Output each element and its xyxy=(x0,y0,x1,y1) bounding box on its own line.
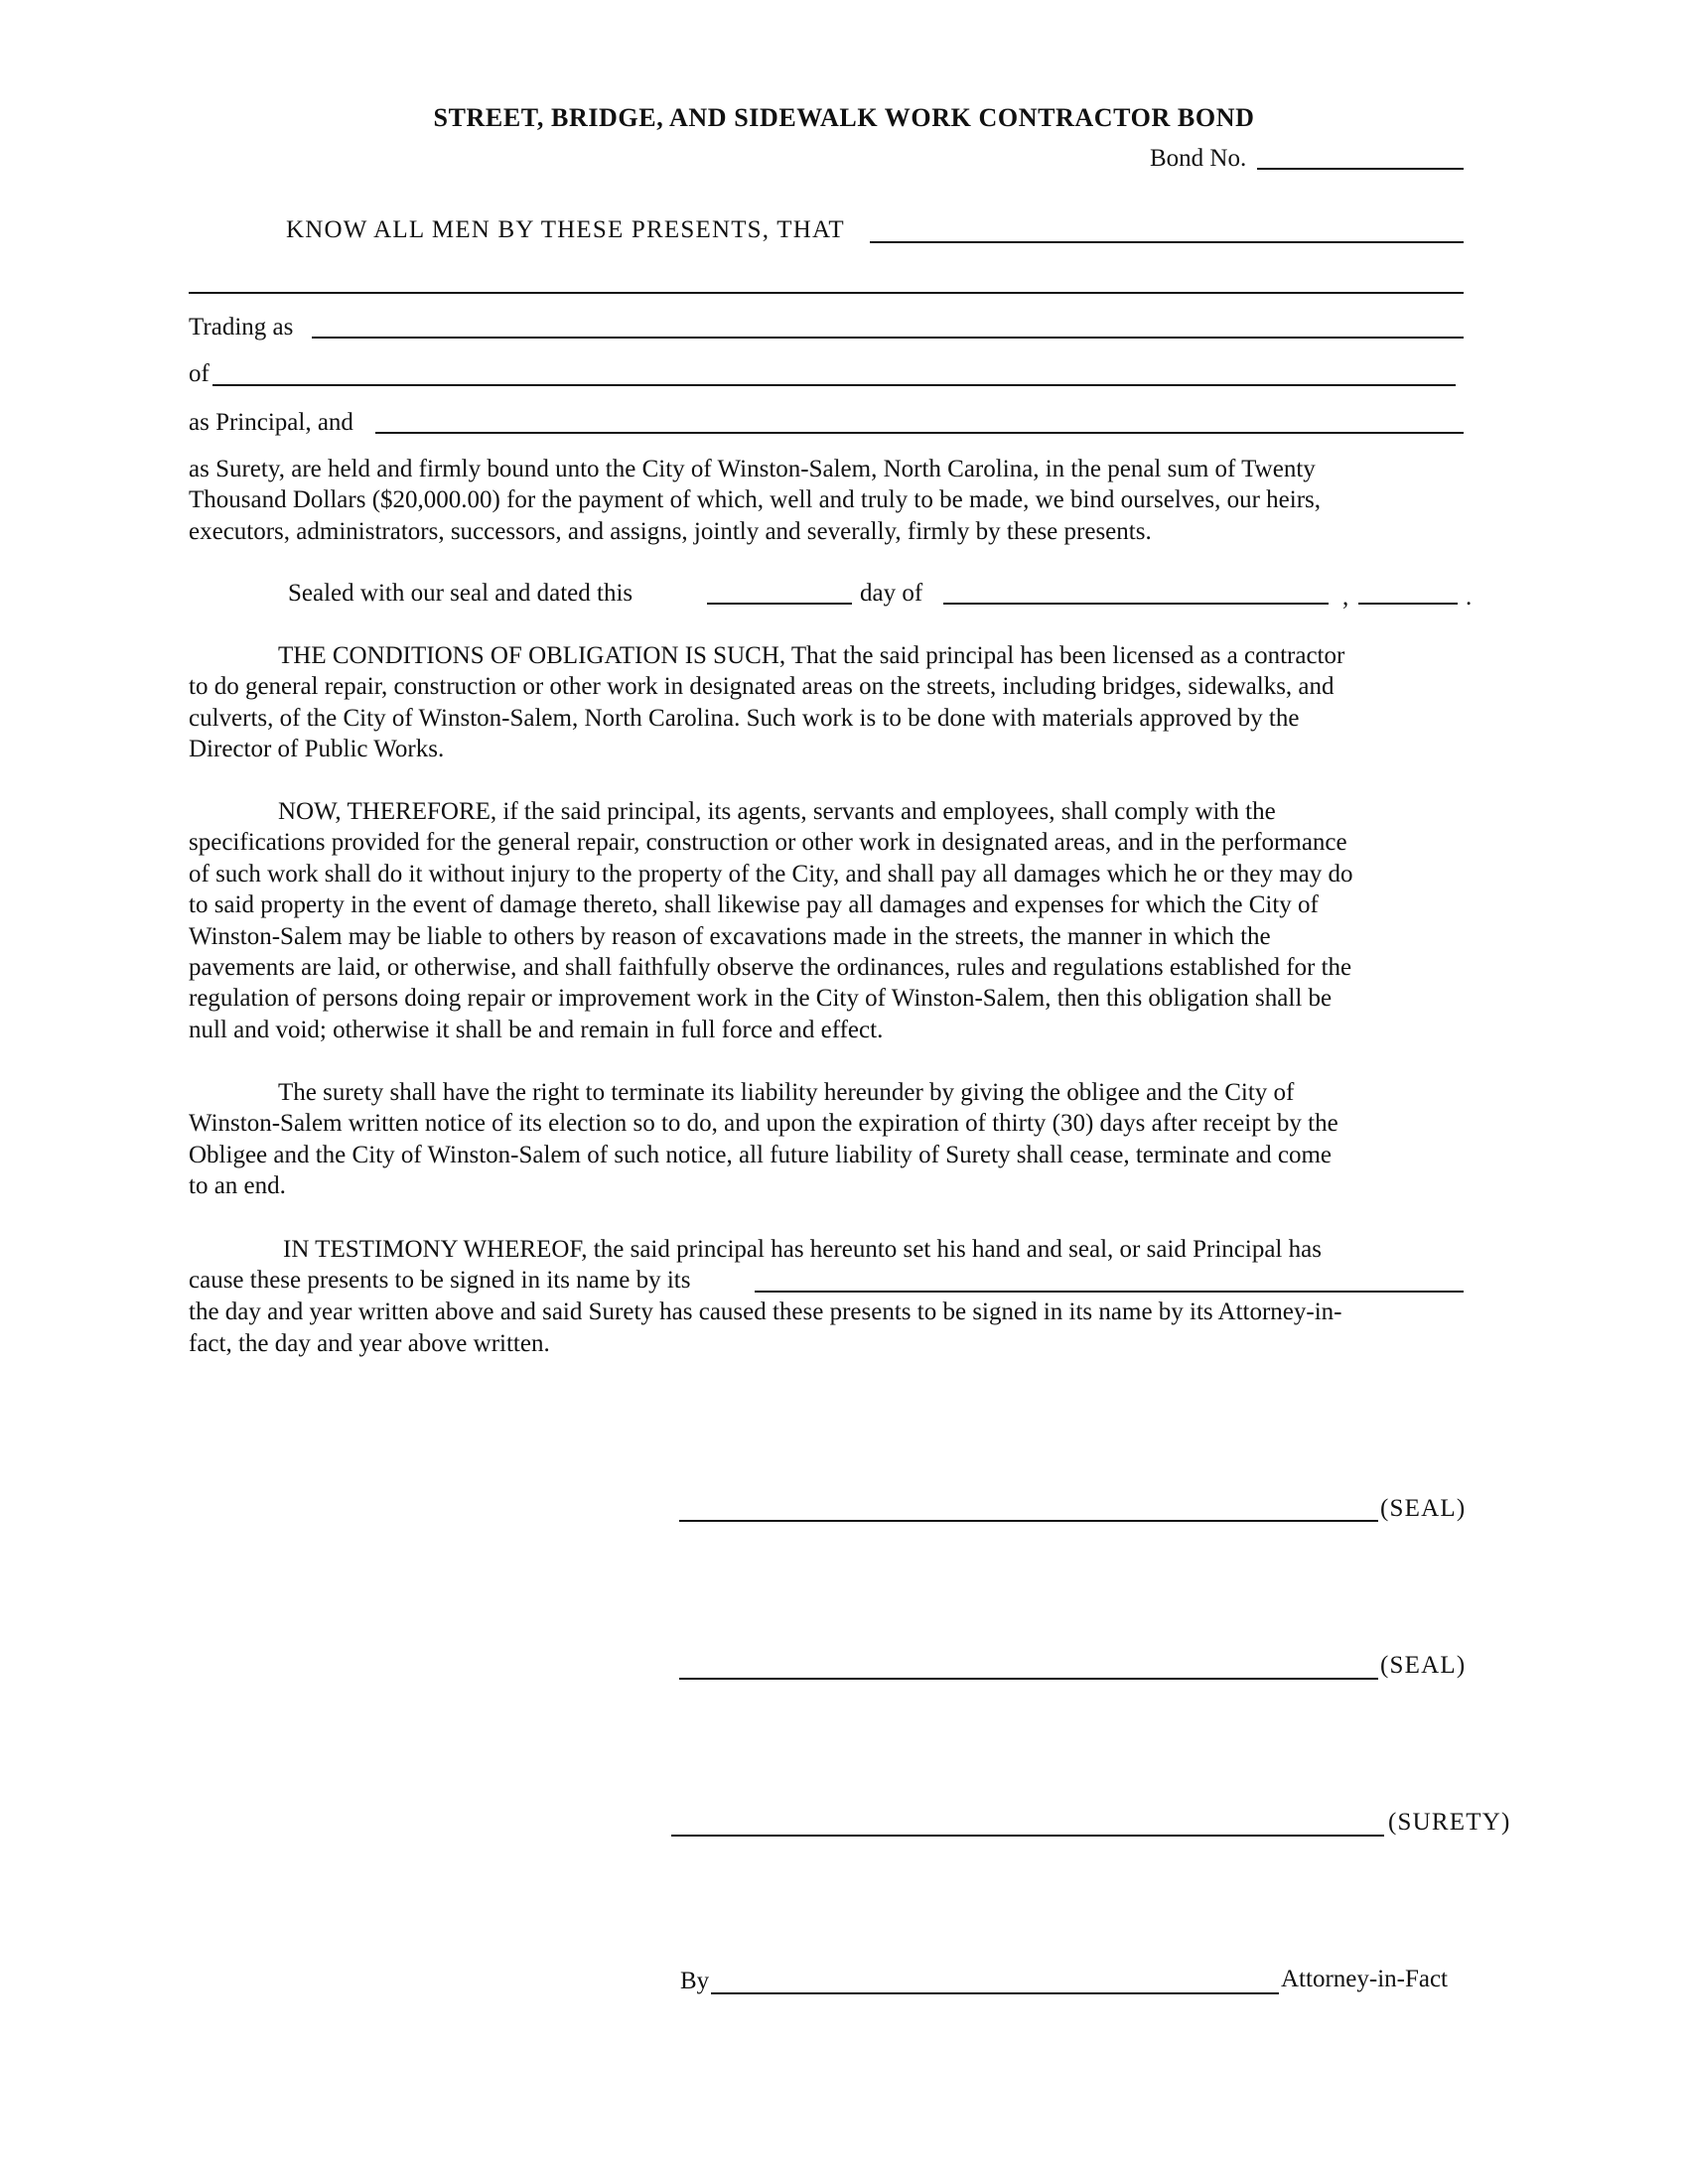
year-field[interactable] xyxy=(1358,603,1458,605)
period-mark: . xyxy=(1466,584,1473,611)
testimony-line: IN TESTIMONY WHEREOF, the said principal has hereunto set his hand and seal, or said Principal has xyxy=(283,1236,1322,1263)
therefore-paragraph-line: pavements are laid, or otherwise, and shall faithfully observe the ordinances, rules and regulations established for the xyxy=(189,954,1352,982)
conditions-paragraph xyxy=(189,640,1479,765)
surety-signature-line[interactable] xyxy=(671,1835,1384,1837)
sealed-label: Sealed with our seal and dated this xyxy=(288,580,633,607)
testimony-line: cause these presents to be signed in its name by its xyxy=(189,1267,691,1294)
therefore-paragraph-line: to said property in the event of damage thereto, shall likewise pay all damages and expenses for which the City of xyxy=(189,891,1319,919)
principal-signature-line-1[interactable] xyxy=(679,1520,1378,1522)
seal-label: (SEAL) xyxy=(1380,1652,1467,1679)
conditions-paragraph-line: Director of Public Works. xyxy=(189,736,445,763)
by-label: By xyxy=(680,1968,710,1994)
therefore-paragraph-line: specifications provided for the general repair, construction or other work in designated areas, and in the performance xyxy=(189,829,1347,857)
surety-paragraph-line: as Surety, are held and firmly bound unto the City of Winston-Salem, North Carolina, in the penal sum of Twenty xyxy=(189,456,1316,482)
conditions-paragraph-line: to do general repair, construction or other work in designated areas on the streets, including bridges, sidewalks, and xyxy=(189,673,1335,701)
therefore-paragraph-line: Winston-Salem may be liable to others by reason of excavations made in the streets, the manner in which the xyxy=(189,922,1271,950)
therefore-paragraph-line: regulation of persons doing repair or improvement work in the City of Winston-Salem, then this obligation shall be xyxy=(189,985,1333,1013)
attorney-signature-line[interactable] xyxy=(711,1992,1279,1994)
attorney-label: Attorney-in-Fact xyxy=(1281,1966,1449,1992)
seal-label: (SEAL) xyxy=(1380,1495,1467,1522)
therefore-paragraph-line: null and void; otherwise it shall be and remain in full force and effect. xyxy=(189,1016,884,1043)
surety-paragraph-line: executors, administrators, successors, and assigns, jointly and severally, firmly by these presents. xyxy=(189,517,1152,545)
principal-label: as Principal, and xyxy=(189,409,353,436)
bond-no-field[interactable] xyxy=(1257,168,1464,170)
document-title: STREET, BRIDGE, AND SIDEWALK WORK CONTRACTOR BOND xyxy=(433,103,1255,132)
principal-officer-field[interactable] xyxy=(755,1291,1464,1293)
day-field[interactable] xyxy=(707,603,852,605)
trading-as-field[interactable] xyxy=(312,337,1464,339)
surety-right-paragraph-line: Winston-Salem written notice of its election so to do, and upon the expiration of thirty (30) days after receipt by the xyxy=(189,1110,1338,1138)
therefore-paragraph-line: NOW, THEREFORE, if the said principal, its agents, servants and employees, shall comply with the xyxy=(278,798,1276,825)
month-field[interactable] xyxy=(943,603,1329,605)
know-all-men-text: KNOW ALL MEN BY THESE PRESENTS, THAT xyxy=(286,216,845,243)
surety-name-field[interactable] xyxy=(375,432,1464,434)
testimony-line: the day and year written above and said Surety has caused these presents to be signed in its name by its Attorney-in- xyxy=(189,1298,1342,1325)
conditions-paragraph-line: culverts, of the City of Winston-Salem, North Carolina. Such work is to be done with materials approved by the xyxy=(189,704,1300,732)
surety-label: (SURETY) xyxy=(1388,1809,1511,1836)
therefore-paragraph-line: of such work shall do it without injury to the property of the City, and shall pay all damages which he or they may do xyxy=(189,860,1353,887)
of-label: of xyxy=(189,360,210,387)
surety-paragraph xyxy=(189,454,1479,547)
surety-right-paragraph-line: to an end. xyxy=(189,1172,286,1200)
day-of-label: day of xyxy=(860,580,923,607)
trading-as-label: Trading as xyxy=(189,314,294,341)
principal-signature-line-2[interactable] xyxy=(679,1678,1378,1680)
surety-right-paragraph-line: Obligee and the City of Winston-Salem of such notice, all future liability of Surety shall cease, terminate and come xyxy=(189,1141,1332,1168)
surety-right-paragraph xyxy=(189,1077,1479,1202)
testimony-line: fact, the day and year above written. xyxy=(189,1330,550,1357)
principal-name-field[interactable] xyxy=(870,241,1464,243)
principal-name-continued-field[interactable] xyxy=(189,292,1464,294)
surety-right-paragraph-line: The surety shall have the right to terminate its liability hereunder by giving the obligee and the City of xyxy=(278,1079,1295,1106)
bond-no-label: Bond No. xyxy=(1150,145,1247,172)
therefore-paragraph xyxy=(189,796,1479,1045)
surety-paragraph-line: Thousand Dollars ($20,000.00) for the payment of which, well and truly to be made, we bind ourselves, our heirs, xyxy=(189,486,1322,514)
comma-mark: , xyxy=(1342,584,1349,611)
address-field[interactable] xyxy=(212,384,1456,386)
conditions-paragraph-line: THE CONDITIONS OF OBLIGATION IS SUCH, That the said principal has been licensed as a contractor xyxy=(278,642,1345,669)
